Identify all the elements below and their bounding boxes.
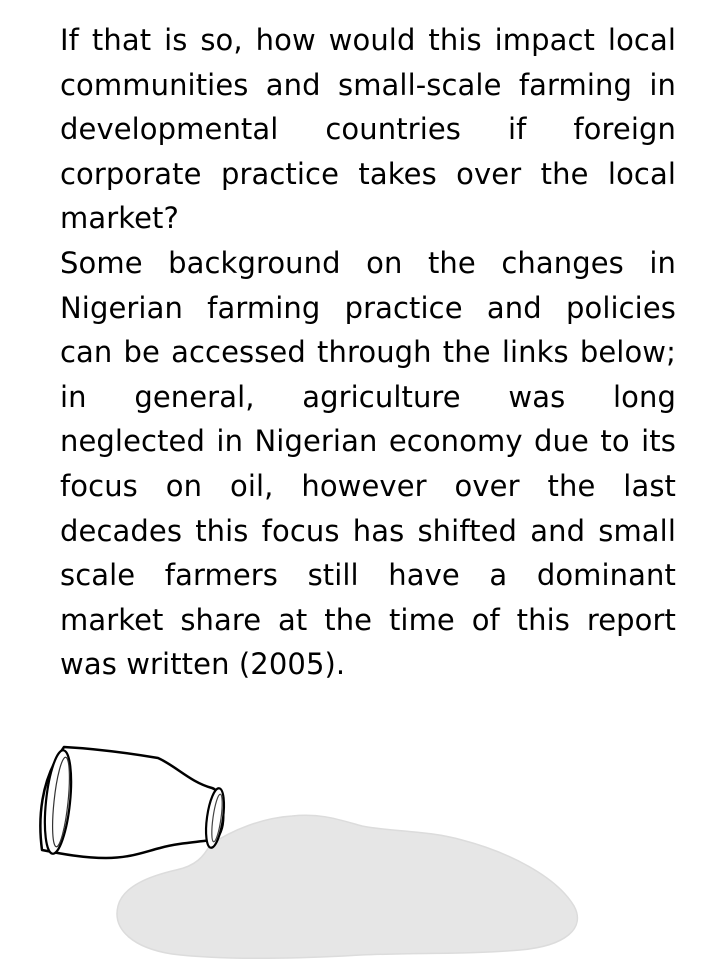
body-text (60, 18, 676, 687)
paragraph-background: Some background on the changes in Nigerian farming practice and policies can be accessed through the links below; in general, agriculture was long neglected in Nigerian economy due to its focus on oil, however over the last decades this focus has shifted and small scale farmers still have a dominant market share at the time of this report was written (2005). (60, 245, 676, 682)
paragraph-question: If that is so, how would this impact local communities and small-scale farming in developmental countries if foreign corporate practice takes over the local market? (60, 23, 676, 236)
spilled-milk-bottle-illustration (0, 720, 720, 960)
